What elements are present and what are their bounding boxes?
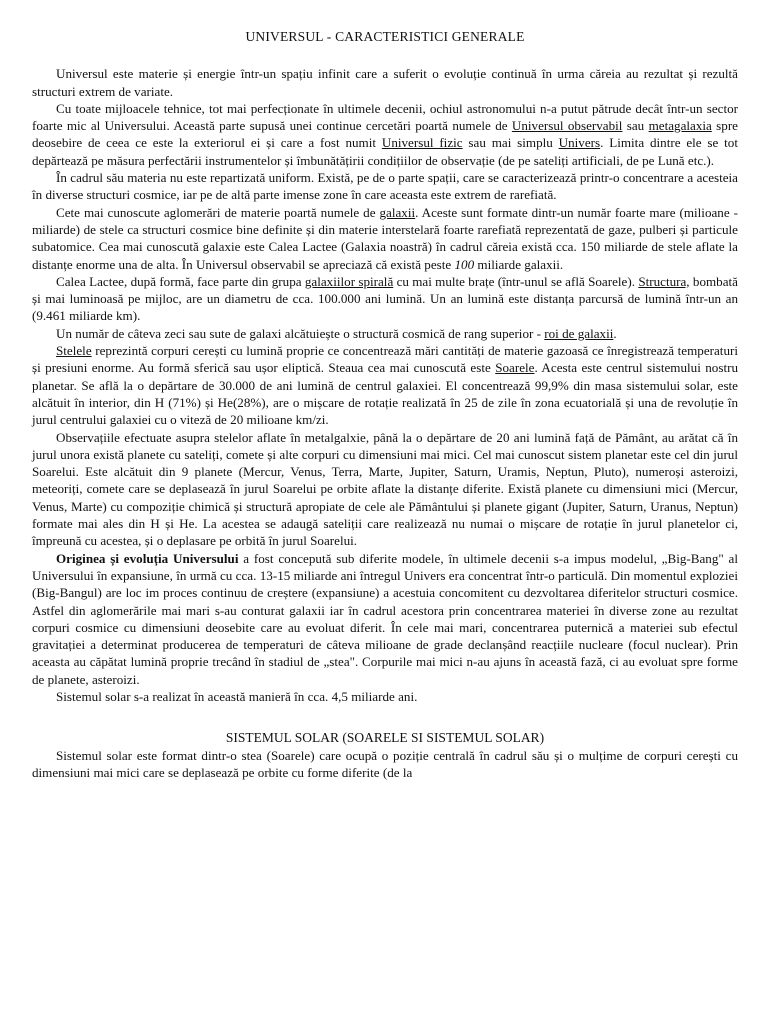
term-galaxii: galaxii xyxy=(379,204,416,220)
term-universul-fizic: Universul fizic xyxy=(381,135,463,151)
paragraph-text: . Aceste sunt formate dintr-un număr foarte mare (milioane - miliarde) de stele ca structuri cosmice bine definite și din materie interstelară foarte rarefiată reprezentată de gaze, pulberi și particule subatomice. Cea mai cunoscută galaxie este Calea Lactee (Galaxia noastră) în cadrul căreia există cca. 150 miliarde de stele aflate la distanțe enorme una de alta. În Universul observabil se apreciază că există peste xyxy=(32,204,738,272)
document-title: UNIVERSUL - CARACTERISTICI GENERALE xyxy=(245,29,525,44)
paragraph-text: Sistemul solar este format dintr-o stea (Soarele) care ocupă o poziție centrală în cadrul său și o mulțime de corpuri cerești cu dimensiuni mai mici care se deplasează pe orbite cu forme diferite (de la xyxy=(32,747,738,780)
paragraph-matter-distribution xyxy=(32,169,738,204)
term-univers: Univers xyxy=(558,135,601,151)
paragraph-text: . Limita dintre ele se tot depărtează pe măsura perfectării instrumentelor și îmbunătățirii condițiilor de observație (de pe sateliți artificiali, de pe Lună etc.). xyxy=(32,135,738,168)
paragraph-text: În cadrul său materia nu este repartizată uniform. Există, pe de o parte spații, care se caracterizează printr-o concentrare a acesteia în diverse structuri cosmice, iar pe de altă parte imense zone în care aceasta este extrem de rarefiată. xyxy=(32,170,738,203)
paragraph-origin-evolution xyxy=(32,550,738,688)
paragraph-text: spre deosebire de ceea ce este la exteriorul ei și care a fost numit xyxy=(32,118,738,151)
paragraph-text: cu mai multe brațe (într-unul se află Soarele). xyxy=(393,273,639,289)
section-title-solar-system: SISTEMUL SOLAR (SOARELE SI SISTEMUL SOLAR) xyxy=(225,730,545,746)
paragraph-galaxies xyxy=(32,204,738,273)
emphasis-number: 100 xyxy=(454,256,475,272)
term-galaxiilor-spirala: galaxiilor spirală xyxy=(304,273,394,289)
term-soarele: Soarele xyxy=(495,360,535,376)
term-roi-de-galaxii: roi de galaxii xyxy=(544,325,614,341)
paragraph-text: Observațiile efectuate asupra stelelor aflate în metalgalxie, până la o depărtare de 20 ani lumină față de Pământ, au arătat că în jurul unora există planete cu sateliți, comete și alte corpuri cu dimensiuni mai mici. Cel mai cunoscut sistem planetar este cel din jurul Soarelui. Este alcătuit din 9 planete (Mercur, Venus, Terra, Marte, Jupiter, Saturn, Uramis, Neptun, Pluto), numeroși asteroizi, meteoriți, comete care se deplasează în jurul Soarelui pe orbite aflate la distanțe diferite. Există planete cu dimensiuni mici (Mercur, Venus, Marte) cu compoziție chimică și structură apropiate de cele ale Pământului și planete gigant (Jupiter, Saturn, Uranus, Neptun) formate mai ales din H și He. La acestea se adaugă sateliții care realizează nu numai o mișcare de rotație în jurul planetelor ci, împreună cu acestea, și o deplasare pe orbită în jurul Soarelui. xyxy=(32,429,738,549)
paragraph-text: sau xyxy=(622,118,649,134)
paragraph-solar-system-intro xyxy=(32,747,738,782)
paragraph-text: Cu toate mijloacele tehnice, tot mai perfecționate în ultimele decenii, ochiul astronomului n-a putut pătrude decât într-un sector foarte mic al Universului. Această parte supusă unei continue cercetări poartă numele de xyxy=(32,100,738,134)
term-metagalaxia: metagalaxia xyxy=(648,118,712,134)
paragraph-text: bombată și mai luminoasă pe mijloc, are un diametru de cca. 100.000 ani lumină. Un an lumină este distanța parcursă de lumină într-un an (9.461 miliarde km). xyxy=(32,273,738,324)
paragraph-text: reprezintă corpuri cerești cu lumină proprie ce concentrează mări cantități de materie gazoasă ce înregistrează temperaturi și presiuni enorme. Au formă sferică sau ușor eliptică. Steaua cea mai cunoscută este xyxy=(32,343,738,376)
paragraph-planetary-systems xyxy=(32,429,738,550)
paragraph-solar-system-formation xyxy=(32,688,738,705)
paragraph-text: . xyxy=(613,325,617,341)
paragraph-text: Calea Lactee, după formă, face parte din grupa xyxy=(56,273,305,289)
heading-origin-evolution: Originea și evoluția Universului xyxy=(56,550,239,566)
paragraph-observable-universe xyxy=(32,100,738,169)
paragraph-text: a fost concepută sub diferite modele, în ultimele decenii s-a impus modelul, „Big-Bang" al Universului în expansiune, în urmă cu cca. 13-15 miliarde ani întregul Univers era concentrat într-o particulă. Din momentul exploziei (Big-Bangul) are loc im proces continuu de creștere (expansiune) a acestuia concomitent cu dezvoltarea diferitelor structuri cosmice. Astfel din aglomerările mai mari s-au conturat galaxii iar în cadrul acestora prin concentrarea materiei în diverse zone au rezultat corpuri cosmice cu dimensiuni deosebite care au evoluat diferit. În cele mai mari, concentrarea puternică a materiei sub efectul gravitației a determinat producerea de temperaturi de câteva milioane de grade declanșând reacțiile nucleare (focul nuclear). Prin aceasta au căpătat lumină proprie trecând în stadiul de „stea". Corpurile mai mici n-au ajuns în această fază, ci au evoluat spre forme de planete, asteroizi. xyxy=(32,550,738,687)
paragraph-text: Un număr de câteva zeci sau sute de galaxi alcătuiește o structură cosmică de rang superior - xyxy=(56,325,545,341)
paragraph-milky-way xyxy=(32,273,738,325)
paragraph-text: . Acesta este centrul sistemului nostru planetar. Se află la o depărtare de 30.000 de ani lumină de centrul galaxiei. El concentrează 99,9% din masa sistemului solar, este alcătuit în interior, din H (71%) și He(28%), are o mișcare de rotație realizată în 25 de zile în zona ecuatorială și una de revoluție în jurul centrului galaxiei cu o viteză de 20 milioane km/zi. xyxy=(32,360,738,428)
term-structura: Structura, xyxy=(638,273,690,289)
paragraph-text: Cete mai cunoscute aglomerări de materie poartă numele de xyxy=(56,204,380,220)
paragraph-galaxy-clusters xyxy=(32,325,738,342)
paragraph-universe-definition xyxy=(32,65,738,100)
paragraph-text: Sistemul solar s-a realizat în această manieră în cca. 4,5 miliarde ani. xyxy=(56,688,418,704)
paragraph-text: Universul este materie și energie într-un spațiu infinit care a suferit o evoluție continuă în urma căreia au rezultat și rezultă structuri extrem de variate. xyxy=(32,66,738,99)
paragraph-text: sau mai simplu xyxy=(462,135,559,151)
term-stelele: Stelele xyxy=(56,343,92,359)
term-universul-observabil: Universul observabil xyxy=(511,118,623,134)
paragraph-text: miliarde galaxii. xyxy=(474,256,564,272)
paragraph-stars xyxy=(32,342,738,428)
